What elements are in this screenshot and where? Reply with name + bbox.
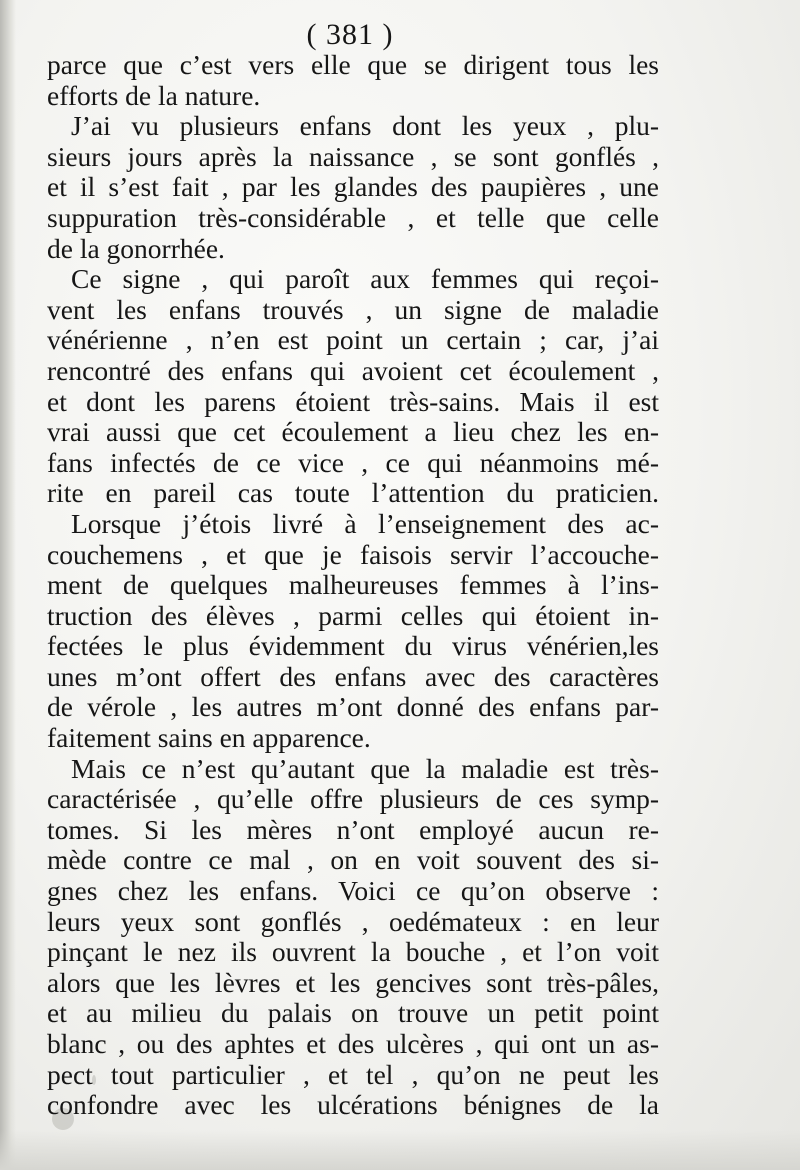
text-line: ment de quelques malheureuses femmes à l’ins- [47, 570, 659, 601]
text-line: et dont les parens étoient très-sains. Mais il est [47, 386, 659, 417]
text-line: J’ai vu plusieurs enfans dont les yeux , plu- [71, 111, 659, 142]
page-number: ( 381 ) [306, 18, 394, 51]
page-binding-shadow [0, 0, 16, 1170]
text-line: confondre avec les ulcérations bénignes de la [47, 1090, 659, 1121]
text-line: faitement sains en apparence. [47, 723, 371, 754]
text-line: vrai aussi que cet écoulement a lieu chez les en- [47, 417, 659, 448]
text-line: rencontré des enfans qui avoient cet écoulement , [47, 355, 659, 386]
text-line: de la gonorrhée. [47, 233, 225, 264]
text-line: parce que c’est vers elle que se dirigent tous les [47, 50, 659, 80]
text-line: Lorsque j’étois livré à l’enseignement des ac- [71, 508, 659, 539]
text-line: fans infectés de ce vice , ce qui néanmoins mé- [47, 447, 659, 478]
text-line: Mais ce n’est qu’autant que la maladie est très- [71, 753, 659, 784]
text-line: et il s’est fait , par les glandes des paupières , une [47, 172, 659, 203]
text-line: caractérisée , qu’elle offre plusieurs de ces symp- [47, 784, 659, 815]
text-line: mède contre ce mal , on en voit souvent des si- [47, 845, 659, 876]
text-line: et au milieu du palais on trouve un petit point [47, 998, 659, 1029]
text-line: vent les enfans trouvés , un signe de maladie [47, 294, 659, 325]
body-text [47, 50, 659, 1121]
text-line: de vérole , les autres m’ont donné des enfans par- [47, 692, 659, 723]
text-line: suppuration très-considérable , et telle que celle [47, 202, 659, 233]
text-line: pinçant le nez ils ouvrent la bouche , et l’on voit [47, 937, 659, 968]
text-line: couchemens , et que je faisois servir l’accouche- [47, 539, 659, 570]
text-line: efforts de la nature. [47, 80, 261, 111]
text-line: Ce signe , qui paroît aux femmes qui reçoi- [71, 264, 659, 295]
text-line: rite en pareil cas toute l’attention du praticien. [47, 478, 659, 509]
text-line: unes m’ont offert des enfans avec des caractères [47, 661, 659, 692]
text-line: pect tout particulier , et tel , qu’on ne peut les [47, 1059, 659, 1090]
text-line: blanc , ou des aphtes et des ulcères , qui ont un as- [47, 1029, 659, 1059]
page-bottom-shadow [0, 1130, 800, 1170]
text-line: gnes chez les enfans. Voici ce qu’on observe : [47, 876, 659, 907]
text-line: fectées le plus évidemment du virus vénérien,les [47, 631, 659, 662]
text-line: sieurs jours après la naissance , se sont gonflés , [47, 141, 659, 172]
text-line: vénérienne , n’en est point un certain ; car, j’ai [47, 325, 659, 356]
text-line: truction des élèves , parmi celles qui étoient in- [47, 600, 659, 631]
text-line: alors que les lèvres et les gencives sont très-pâles, [47, 967, 659, 998]
text-line: tomes. Si les mères n’ont employé aucun re- [47, 814, 659, 845]
text-line: leurs yeux sont gonflés , oedémateux : en leur [47, 906, 659, 937]
